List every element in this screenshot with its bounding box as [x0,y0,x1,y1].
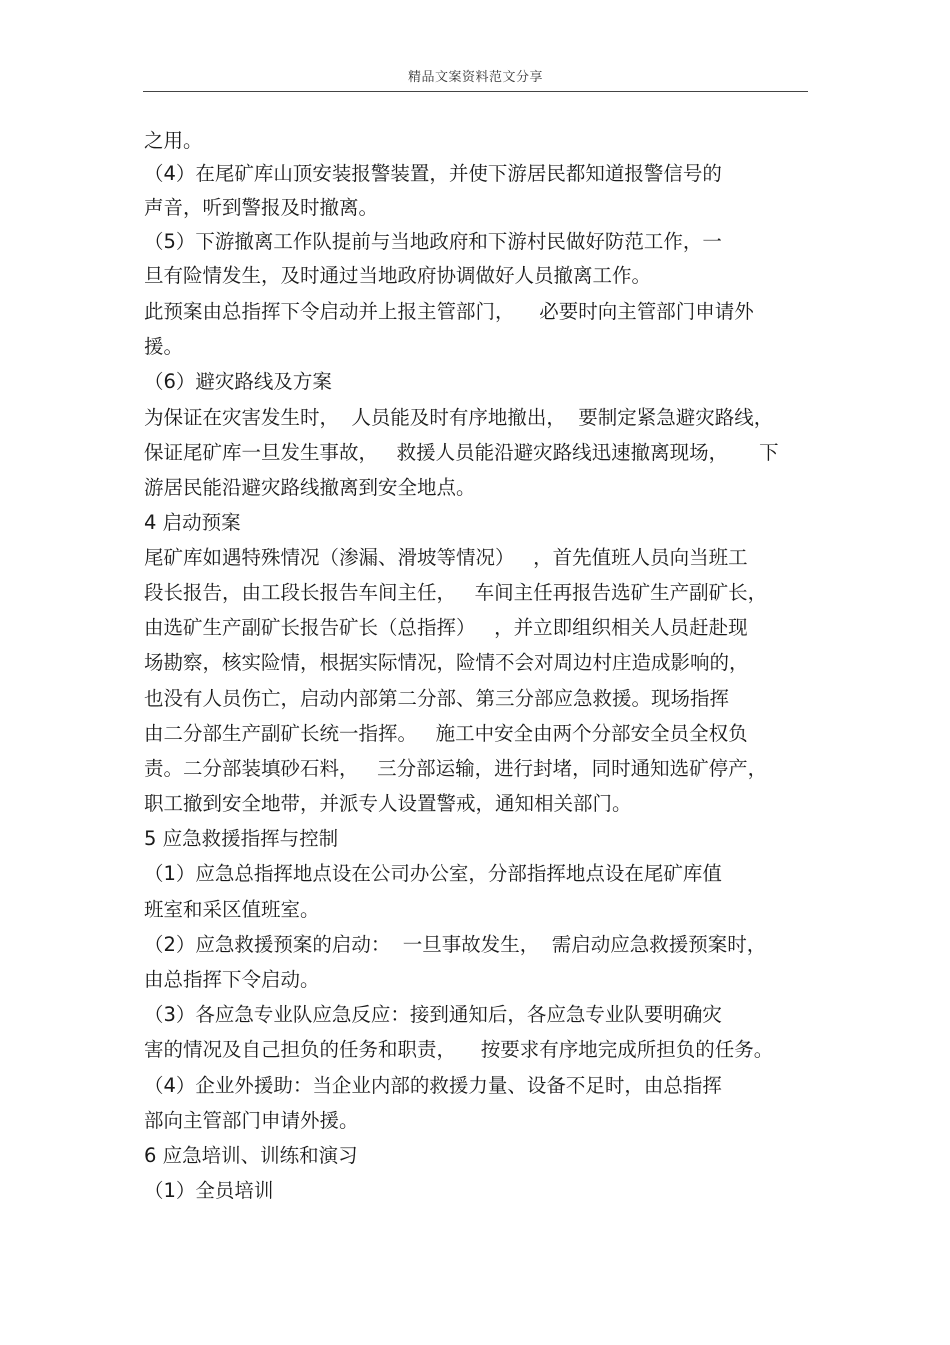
text-line: 游居民能沿避灾路线撤离到安全地点。 [144,476,476,499]
text-line: 之用。 [144,129,203,152]
text-line: 尾矿库如遇特殊情况（渗漏、滑坡等情况） ，首先值班人员向当班工 [144,546,748,569]
text-line: 保证尾矿库一旦发生事故， 救援人员能沿避灾路线迅速撤离现场， 下 [144,441,779,464]
section-heading: 5 应急救援指挥与控制 [144,827,339,850]
text-line: 责。二分部装填砂石料， 三分部运输，进行封堵，同时通知选矿停产， [144,757,768,780]
text-line: 旦有险情发生，及时通过当地政府协调做好人员撤离工作。 [144,264,652,287]
text-line: 由总指挥下令启动。 [144,968,320,991]
text-line: 此预案由总指挥下令启动并上报主管部门， 必要时向主管部门申请外 [144,300,754,323]
text-line: 援。 [144,335,184,358]
text-line: 由二分部生产副矿长统一指挥。 施工中安全由两个分部安全员全权负 [144,722,748,745]
page-header-title: 精品文案资料范文分享 [407,70,543,85]
text-line: （1）全员培训 [144,1179,274,1202]
text-line: （5）下游撤离工作队提前与当地政府和下游村民做好防范工作，一 [144,230,722,253]
text-line: 害的情况及自己担负的任务和职责， 按要求有序地完成所担负的任务。 [144,1038,774,1061]
text-line: 班室和采区值班室。 [144,898,320,921]
text-line: 段长报告，由工段长报告车间主任， 车间主任再报告选矿生产副矿长， [144,581,768,604]
text-line: （3）各应急专业队应急反应：接到通知后，各应急专业队要明确灾 [144,1003,722,1026]
section-heading: 4 启动预案 [144,511,241,534]
text-line: 由选矿生产副矿长报告矿长（总指挥） ，并立即组织相关人员赶赴现 [144,616,748,639]
text-line: 声音，听到警报及时撤离。 [144,196,379,219]
text-line: （4）在尾矿库山顶安装报警装置，并使下游居民都知道报警信号的 [144,162,722,185]
text-line: （6）避灾路线及方案 [144,370,332,393]
text-line: 为保证在灾害发生时， 人员能及时有序地撤出， 要制定紧急避灾路线， [144,406,774,429]
text-line: 也没有人员伤亡，启动内部第二分部、第三分部应急救援。现场指挥 [144,687,730,710]
text-line: （4）企业外援助：当企业内部的救援力量、设备不足时，由总指挥 [144,1074,722,1097]
text-line: （1）应急总指挥地点设在公司办公室，分部指挥地点设在尾矿库值 [144,862,722,885]
section-heading: 6 应急培训、训练和演习 [144,1144,358,1167]
text-line: （2）应急救援预案的启动： 一旦事故发生， 需启动应急救援预案时， [144,933,767,956]
text-line: 场勘察，核实险情，根据实际情况，险情不会对周边村庄造成影响的， [144,651,749,674]
text-line: 部向主管部门申请外援。 [144,1109,359,1132]
text-line: 职工撤到安全地带，并派专人设置警戒，通知相关部门。 [144,792,632,815]
